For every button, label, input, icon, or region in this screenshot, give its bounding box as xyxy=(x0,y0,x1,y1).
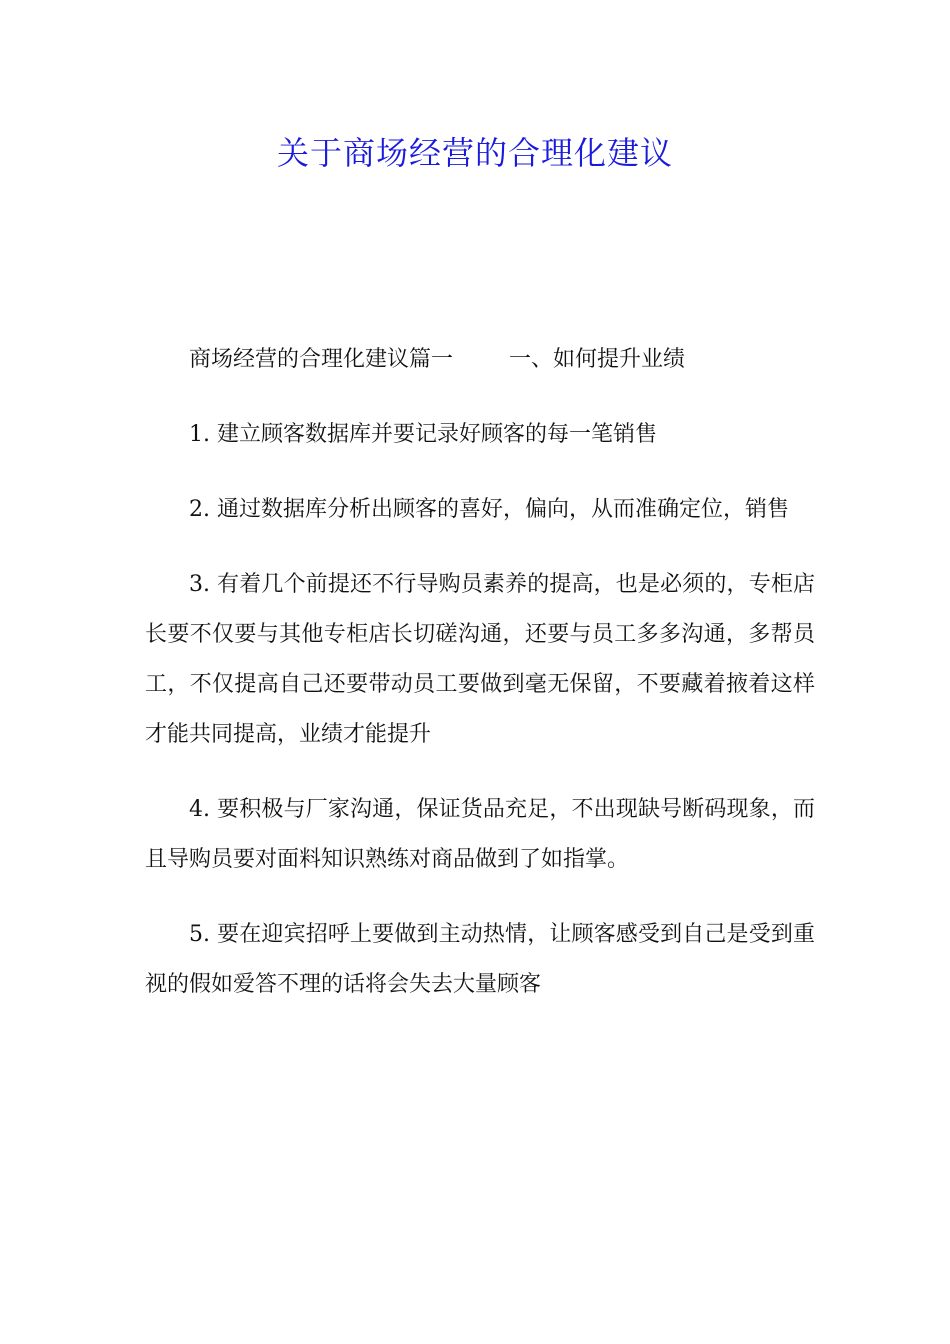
intro-paragraph xyxy=(145,335,815,385)
paragraph-2: 2. 通过数据库分析出顾客的喜好，偏向，从而准确定位，销售 xyxy=(189,497,789,522)
paragraph-5: 5. 要在迎宾招呼上要做到主动热情，让顾客感受到自己是受到重视的假如爱答不理的话将会失去大量顾客 xyxy=(145,922,815,997)
intro-heading: 一、如何提升业绩 xyxy=(509,347,686,372)
paragraph-4: 4. 要积极与厂家沟通，保证货品充足，不出现缺号断码现象，而且导购员要对面料知识熟练对商品做到了如指掌。 xyxy=(145,797,815,872)
paragraph-1: 1. 建立顾客数据库并要记录好顾客的每一笔销售 xyxy=(189,422,657,447)
document-title: 关于商场经营的合理化建议 xyxy=(276,134,673,172)
intro-section-label: 商场经营的合理化建议篇一 xyxy=(189,347,454,372)
document-body xyxy=(145,335,815,1035)
paragraph-3: 3. 有着几个前提还不行导购员素养的提高，也是必须的，专柜店长要不仅要与其他专柜店长切磋沟通，还要与员工多多沟通，多帮员工，不仅提高自己还要带动员工要做到毫无保留，不要藏着掖着这样才能共同提高，业绩才能提升 xyxy=(145,572,815,747)
